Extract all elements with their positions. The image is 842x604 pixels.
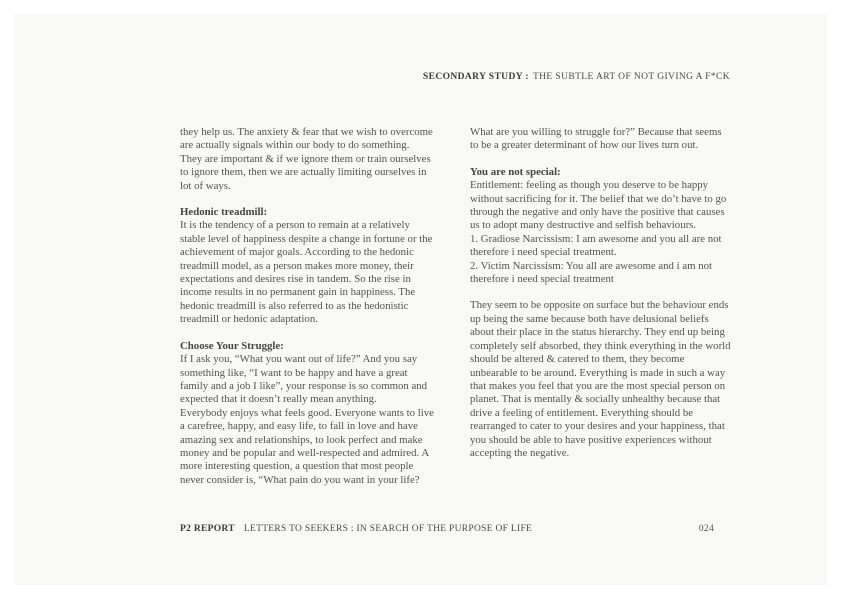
page-number: 024 [698,524,714,534]
page-footer [180,524,714,534]
list-item-victim-narcissism: 2. Victim Narcissism: You all are awesome and i am not therefore i need special treatment [470,259,713,286]
header-chapter-title: THE SUBTLE ART OF NOT GIVING A F*CK [532,72,730,82]
paragraph: If I ask you, “What you want out of life?” And you say something like, “I want to be happy and have a great family and a job I like”, your response is so common and expected that it doesn’t really mean anything. [180,353,428,406]
footer-report-title: LETTERS TO SEEKERS : IN SEARCH OF THE PURPOSE OF LIFE [243,524,533,534]
section-heading-choose-your-struggle: Choose Your Struggle: [180,339,284,352]
paragraph: What are you willing to struggle for?” Because that seems to be a greater determinant of how our lives turn out. [470,126,722,152]
page-header [423,72,730,82]
section-heading-hedonic-treadmill: Hedonic treadmill: [180,206,268,219]
footer-report-label: P2 REPORT [180,524,235,534]
report-page [14,14,827,585]
section-heading-you-are-not-special: You are not special: [470,165,561,178]
right-text-column [470,126,732,460]
header-section-label: SECONDARY STUDY : [422,72,529,82]
list-item-gradiose-narcissism: 1. Gradiose Narcissism: I am awesome and you all are not therefore i need special treatment. [470,232,722,259]
paragraph: Entitlement: feeling as though you deserve to be happy without sacrificing for it. The belief that we do’t have to go through the negative and only have the positive that causes us to adopt many destructive and selfish behaviours. [470,179,727,232]
paragraph: Everybody enjoys what feels good. Everyone wants to live a carefree, happy, and easy life, to fall in love and have amazing sex and relationships, to look perfect and make money and be popular and well-respected and admired. A more interesting question, a question that most people never consider is, “What pain do you want in your life? [180,406,434,486]
paragraph: they help us. The anxiety & fear that we wish to overcome are actually signals within our body to do something. They are important & if we ignore them or train ourselves to ignore them, then we are actually limiting ourselves in lot of ways. [180,126,433,192]
left-text-column [180,126,434,487]
paragraph: They seem to be opposite on surface but the behaviour ends up being the same because both have delusional beliefs about their place in the status hierarchy. They end up being completely self absorbed, they think everything in the world should be altered & catered to them, they become unbearable to be around. Everything is made in such a way that makes you feel that you are the most special person on planet. That is mentally & socially unhealthy because that drive a feeling of entitlement. Everything should be rearranged to cater to your desires and your happiness, that you should be able to have positive experiences without accepting the negative. [470,299,731,459]
paragraph: It is the tendency of a person to remain at a relatively stable level of happiness despite a change in fortune or the achievement of major goals. According to the hedonic treadmill model, as a person makes more money, their expectations and desires rise in tandem. So the rise in income results in no permanent gain in happiness. The hedonic treadmill is also referred to as the hedonistic treadmill or hedonic adaptation. [180,219,433,326]
footer-left-group [180,524,532,534]
